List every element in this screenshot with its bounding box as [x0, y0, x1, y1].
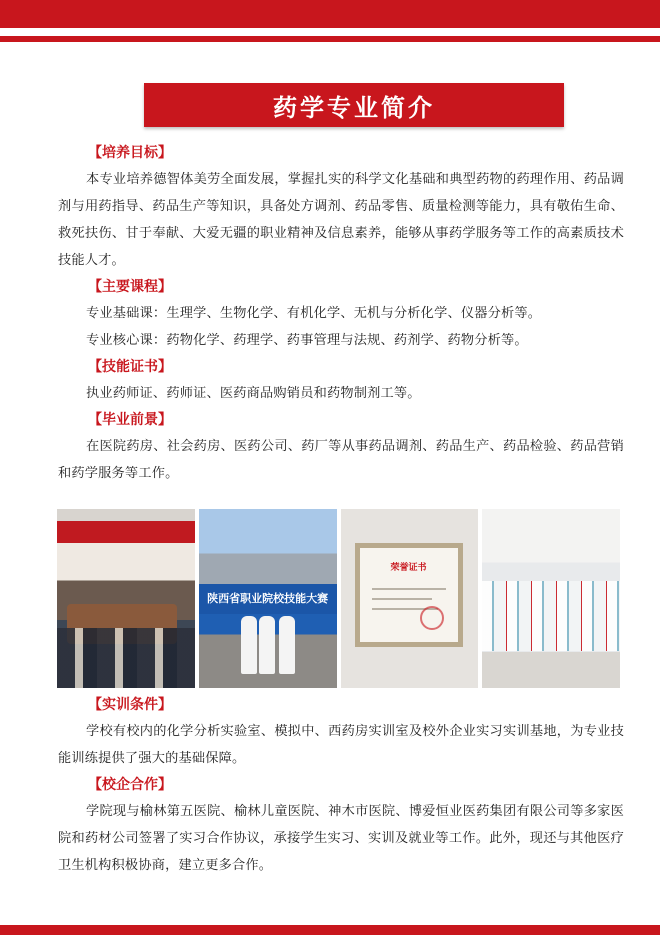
- section-certificates: [58, 354, 624, 407]
- section-heading: 【毕业前景】: [88, 412, 172, 428]
- section-paragraph: 专业核心课：药物化学、药理学、药事管理与法规、药剂学、药物分析等。: [86, 333, 528, 348]
- seal-icon: [420, 606, 444, 630]
- section-career-prospects: [58, 407, 624, 487]
- section-training-goal: [58, 140, 624, 274]
- bottom-decorative-band: [0, 925, 660, 935]
- section-training-facilities: [58, 692, 624, 772]
- meeting-banner: [57, 521, 195, 543]
- pharmacy-photo: [482, 509, 620, 688]
- meeting-photo: [57, 509, 195, 688]
- section-paragraph: 在医院药房、社会药房、医药公司、药厂等从事药品调剂、药品生产、药品检验、药品营销和药学服务等工作。: [58, 439, 624, 481]
- section-paragraph: 学校有校内的化学分析实验室、模拟中、西药房实训室及校外企业实习实训基地，为专业技能训练提供了强大的基础保障。: [58, 724, 624, 766]
- section-cooperation: [58, 772, 624, 879]
- student-figure: [259, 616, 275, 674]
- certificate-text-line: [372, 588, 446, 590]
- section-heading: 【技能证书】: [88, 359, 172, 375]
- section-main-courses: [58, 274, 624, 354]
- document-body: [58, 140, 624, 487]
- section-paragraph: 学院现与榆林第五医院、榆林儿童医院、神木市医院、博爱恒业医药集团有限公司等多家医院和药材公司签署了实习合作协议，承接学生实习、实训及就业等工作。此外，现还与其他医疗卫生机构积极协商，建立更多合作。: [58, 804, 624, 873]
- top-decorative-stripe: [0, 36, 660, 42]
- student-figure: [279, 616, 295, 674]
- section-heading: 【校企合作】: [88, 777, 172, 793]
- meeting-attendees: [57, 628, 195, 688]
- honor-certificate: [355, 543, 463, 647]
- pharmacy-shelves: [482, 581, 620, 651]
- page-title: 药学专业简介: [144, 83, 564, 127]
- section-paragraph: 本专业培养德智体美劳全面发展，掌握扎实的科学文化基础和典型药物的药理作用、药品调剂与用药指导、药品生产等知识，具备处方调剂、药品零售、质量检测等能力，具有敬佑生命、救死扶伤、甘于奉献、大爱无疆的职业精神及信息素养，能够从事药学服务等工作的高素质技术技能人才。: [58, 172, 624, 268]
- document-body-lower: [58, 692, 624, 879]
- certificate-text-line: [372, 598, 432, 600]
- certificate-title: 荣誉证书: [390, 563, 427, 573]
- top-decorative-band: [0, 0, 660, 28]
- student-figure: [241, 616, 257, 674]
- photo-gallery: [57, 509, 620, 688]
- competition-banner: [199, 584, 337, 614]
- pharmacy-floor: [482, 652, 620, 688]
- competition-banner-text: 陕西省职业院校技能大赛: [207, 592, 329, 605]
- section-heading: 【实训条件】: [88, 697, 172, 713]
- section-heading: 【培养目标】: [88, 145, 172, 161]
- section-heading: 【主要课程】: [88, 279, 172, 295]
- section-paragraph: 专业基础课：生理学、生物化学、有机化学、无机与分析化学、仪器分析等。: [86, 306, 542, 321]
- section-paragraph: 执业药师证、药师证、医药商品购销员和药物制剂工等。: [86, 386, 421, 401]
- competition-photo: [199, 509, 337, 688]
- certificate-photo: [341, 509, 479, 688]
